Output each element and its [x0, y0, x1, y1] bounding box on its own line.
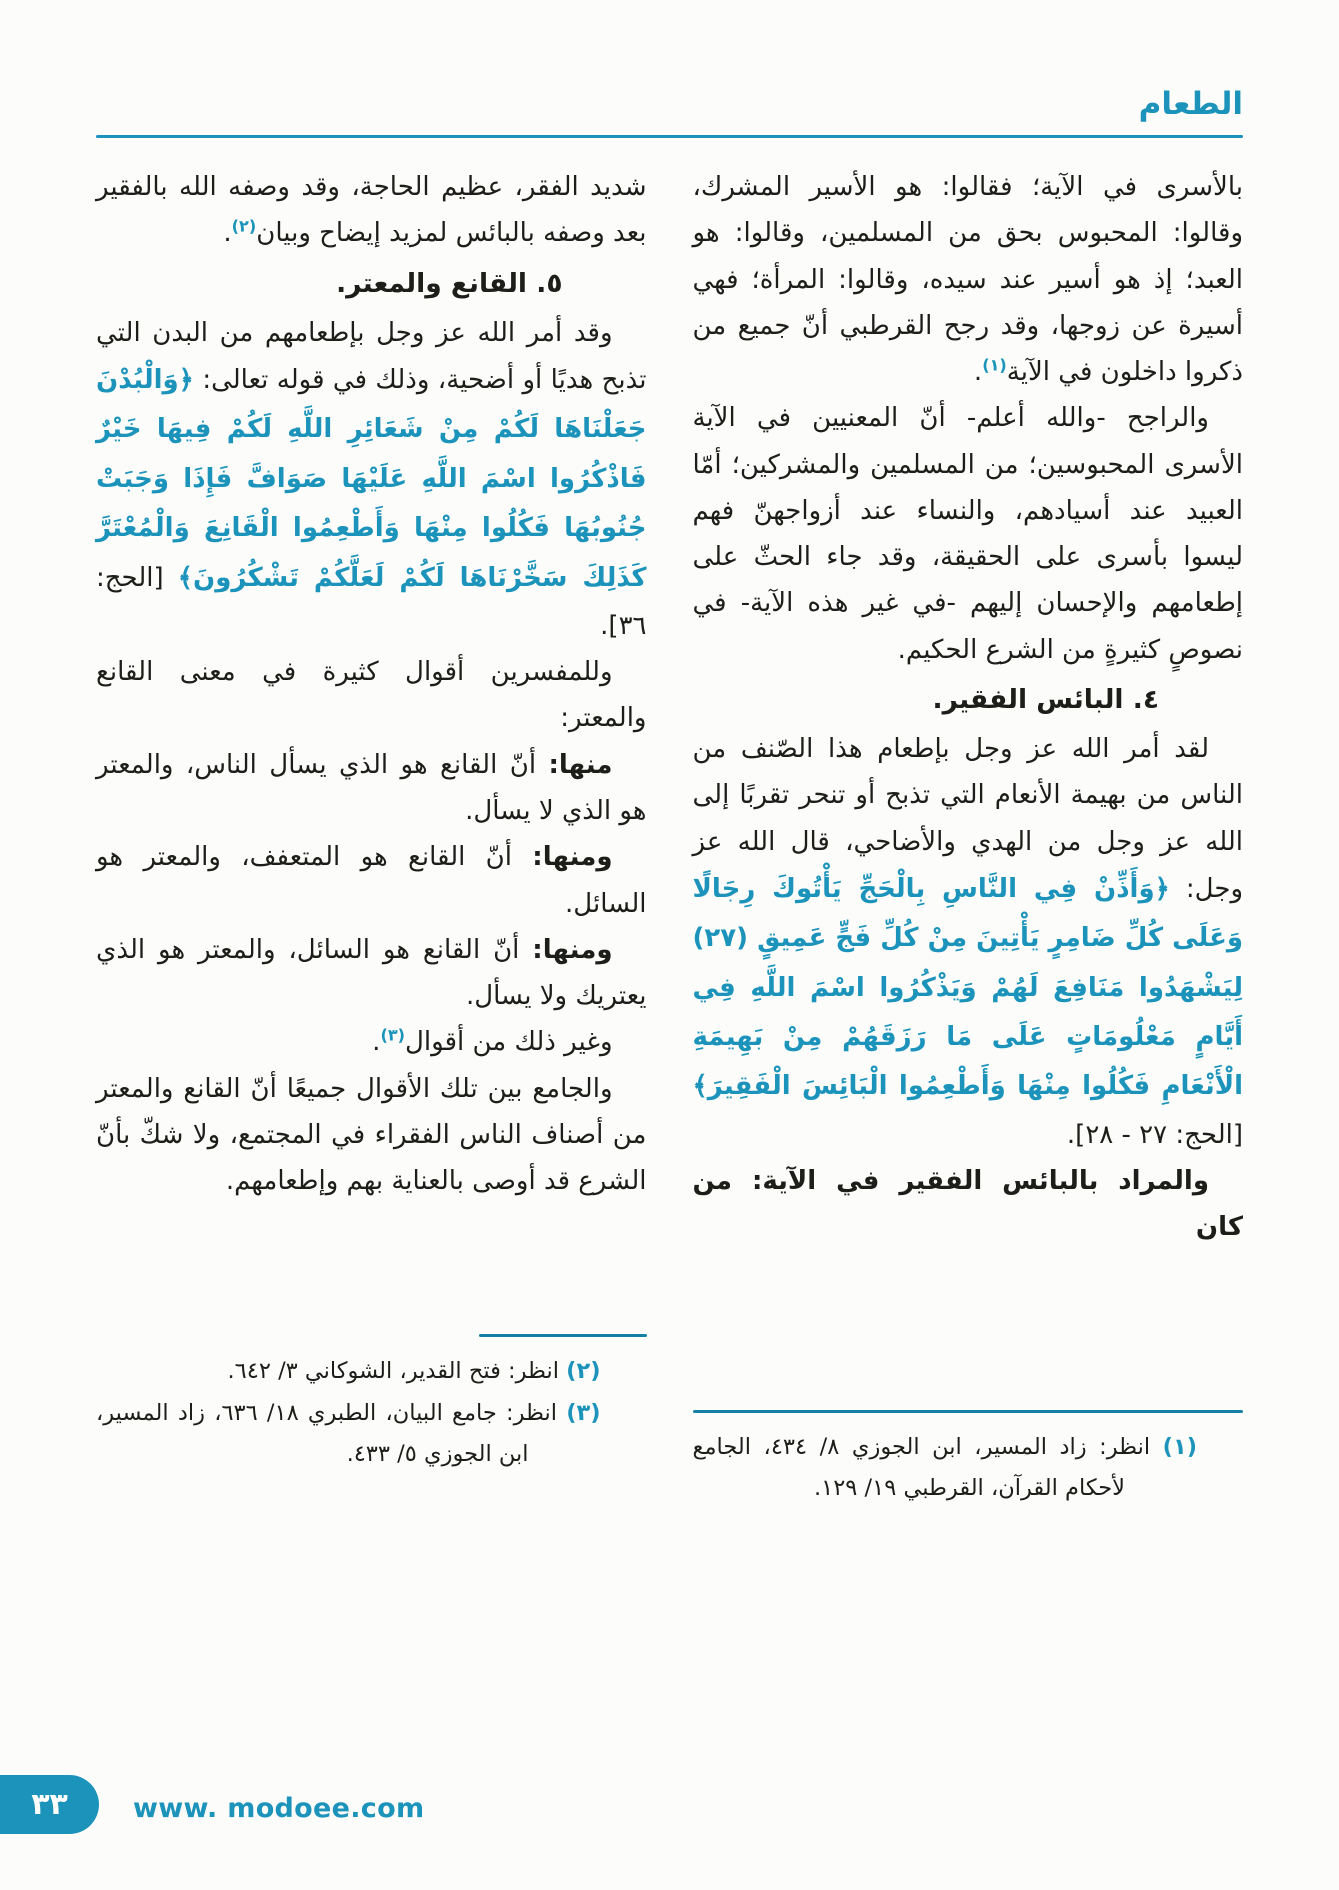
verse-reference: [الحج: ٣٦].: [96, 562, 647, 641]
chapter-title: الطعام: [1138, 86, 1243, 122]
footnote-divider: [693, 1410, 1244, 1413]
footnote-text: انظر: زاد المسير، ابن الجوزي ٨/ ٤٣٤، الجامع لأحكام القرآن، القرطبي ١٩/ ١٢٩.: [692, 1433, 1163, 1502]
paragraph: [96, 742, 647, 835]
paragraph-text: .: [973, 357, 983, 388]
paragraph-text: وغير ذلك من أقوال: [405, 1027, 613, 1058]
section-heading: ٤. البائس الفقير.: [932, 683, 1159, 715]
verse-reference: [الحج: ٢٧ - ٢٨].: [1066, 1119, 1243, 1150]
column-right: [693, 164, 1244, 1510]
footnote-text: انظر: فتح القدير، الشوكاني ٣/ ٦٤٢.: [227, 1358, 567, 1385]
paragraph: والجامع بين تلك الأقوال جميعًا أنّ القانع والمعتر من أصناف الناس الفقراء في المجتمع، ولا شكّ بأنّ الشرع قد أوصى بالعناية بهم وإطعامهم.: [96, 1073, 647, 1197]
paragraph-with-verse: [693, 726, 1244, 1158]
page-header: [0, 0, 1339, 138]
paragraph: [96, 1019, 647, 1065]
footnote-number: (١): [1162, 1433, 1197, 1460]
paragraph-text: .: [372, 1027, 381, 1058]
paragraph-text: أنّ القانع هو المتعفف، والمعتر هو السائل.: [96, 842, 647, 919]
quran-verse: ﴿وَالْبُدْنَ جَعَلْنَاهَا لَكُمْ مِنْ شَعَائِرِ اللَّهِ لَكُمْ فِيهَا خَيْرٌ فَاذْكُرُوا اسْمَ اللَّهِ عَلَيْهَا صَوَافَّ فَإِذَا وَجَبَتْ جُنُوبُهَا فَكُلُوا مِنْهَا وَأَطْعِمُوا الْقَانِعَ وَالْمُعْتَرَّ كَذَلِكَ سَخَّرْنَاهَا لَكُمْ لَعَلَّكُمْ تَشْكُرُونَ﴾: [96, 364, 647, 593]
page-number: ٣٣: [31, 1787, 68, 1822]
list-lead: منها:: [548, 749, 613, 780]
footnote: [693, 1427, 1244, 1510]
paragraph-text: بالأسرى في الآية؛ فقالوا: هو الأسير المشرك، وقالوا: المحبوس بحق من المسلمين، وقالوا: هو العبد؛ إذ هو أسير عند سيده، وقالوا: المرأة؛ فهي أسيرة عن زوجها، وقد رجح القرطبي أنّ جميع من ذكروا داخلون في الآية: [692, 172, 1243, 388]
paragraph: [96, 834, 647, 927]
list-lead: ومنها:: [532, 934, 613, 965]
paragraph-text: .: [223, 218, 232, 249]
text-columns: [0, 138, 1339, 1510]
footnote-number: (٢): [566, 1358, 601, 1385]
section-heading: ٥. القانع والمعتر.: [336, 267, 563, 299]
paragraph: وللمفسرين أقوال كثيرة في معنى القانع والمعتر:: [96, 657, 647, 734]
footnote: [96, 1393, 647, 1476]
list-lead: ومنها:: [532, 842, 613, 873]
website-url: www. modoee.com: [133, 1793, 425, 1824]
paragraph-text: شديد الفقر، عظيم الحاجة، وقد وصفه الله بالفقير بعد وصفه بالبائس لمزيد إيضاح وبيان: [96, 172, 647, 249]
quran-verse: ﴿وَأَذِّنْ فِي النَّاسِ بِالْحَجِّ يَأْتُوكَ رِجَالًا وَعَلَى كُلِّ ضَامِرٍ يَأْتِينَ مِنْ كُلِّ فَجٍّ عَمِيقٍ (٢٧) لِيَشْهَدُوا مَنَافِعَ لَهُمْ وَيَذْكُرُوا اسْمَ اللَّهِ فِي أَيَّامٍ مَعْلُومَاتٍ عَلَى مَا رَزَقَهُمْ مِنْ بَهِيمَةِ الْأَنْعَامِ فَكُلُوا مِنْهَا وَأَطْعِمُوا الْبَائِسَ الْفَقِيرَ﴾: [692, 873, 1243, 1102]
paragraph-with-verse: [96, 310, 647, 649]
footnote-text: انظر: جامع البيان، الطبري ١٨/ ٦٣٦، زاد المسير، ابن الجوزي ٥/ ٤٣٣.: [96, 1399, 567, 1468]
paragraph: [693, 164, 1244, 395]
footnotes-left: [96, 1334, 647, 1476]
footnote-marker: (٣): [380, 1025, 406, 1045]
footnote: [96, 1351, 647, 1393]
footnotes-right: [693, 1410, 1244, 1510]
paragraph: [96, 927, 647, 1020]
column-left: [96, 164, 647, 1510]
footnote-marker: (١): [982, 355, 1007, 375]
paragraph: والراجح -والله أعلم- أنّ المعنيين في الآية الأسرى المحبوسين؛ من المسلمين والمشركين؛ أمّا العبيد عند أسيادهم، والنساء عند أزواجهنّ فهم ليسوا بأسرى على الحقيقة، وقد جاء الحثّ على إطعامهم والإحسان إليهم -في غير هذه الآية- في نصوصٍ كثيرةٍ من الشرع الحكيم.: [692, 403, 1243, 665]
paragraph-text: وقد أمر الله عز وجل بإطعامهم من البدن التي تذبح هديًا أو أضحية، وذلك في قوله تعالى:: [96, 317, 647, 395]
footnote-marker: (٢): [231, 216, 257, 236]
footnote-divider: [479, 1334, 647, 1337]
paragraph-text: أنّ القانع هو الذي يسأل الناس، والمعتر هو الذي لا يسأل.: [96, 749, 647, 826]
paragraph: [96, 164, 647, 257]
paragraph: والمراد بالبائس الفقير في الآية: من كان: [692, 1166, 1243, 1243]
paragraph-text: لقد أمر الله عز وجل بإطعام هذا الصّنف من الناس من بهيمة الأنعام التي تذبح أو تنحر تقربًا إلى الله عز وجل من الهدي والأضاحي، قال الله عز وجل:: [692, 734, 1243, 904]
page-number-tab: [0, 1775, 99, 1834]
footnote-number: (٣): [566, 1399, 601, 1426]
paragraph-text: أنّ القانع هو السائل، والمعتر هو الذي يعتريك ولا يسأل.: [96, 934, 647, 1012]
